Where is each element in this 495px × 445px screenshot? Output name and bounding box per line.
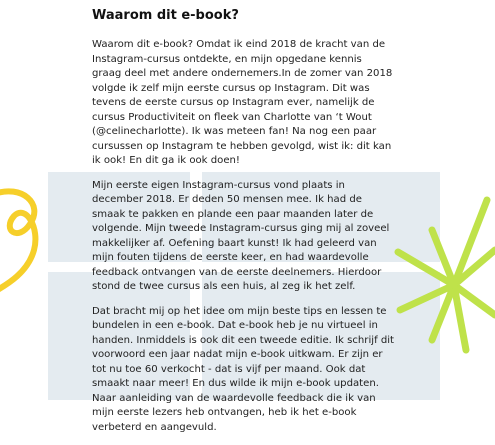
document-body xyxy=(92,8,412,445)
paragraph-1: Waarom dit e-book? Omdat ik eind 2018 de kracht van de Instagram-cursus ontdekte, en mijn opgedane kennis graag deel met andere ondernemers.In de zomer van 2018 volgde ik zelf mijn eerste cursus op Instagram. Dit was tevens de eerste cursus op Instagram ever, namelijk de cursus Productiviteit on fleek van Charlotte van ‘t Wout (@celinecharlotte). Ik was meteen fan! Na nog een paar cursussen op Instagram te hebben gevolgd, wist ik: dit kan ik ook! En dit ga ik ook doen! xyxy=(92,39,393,166)
yellow-squiggle-icon xyxy=(0,180,60,300)
paragraph-3: Dat bracht mij op het idee om mijn beste tips en lessen te bundelen in een e-book. Dat e-book heb je nu virtueel in handen. Inmiddels is ook dit een tweede editie. Ik schrijf dit voorwoord een jaar nadat mijn e-book uitkwam. Er zijn er tot nu toe 60 verkocht - dat is vijf per maand. Ook dat smaakt naar meer! En dus wilde ik mijn e-book updaten. Naar aanleiding van de waardevolle feedback die ik van mijn eerste lezers heb ontvangen, heb ik het e-book verbeterd en aangevuld. xyxy=(92,305,394,433)
page-heading: Waarom dit e-book? xyxy=(92,8,239,23)
paragraph-2: Mijn eerste eigen Instagram-cursus vond plaats in december 2018. Er deden 50 mensen mee. Ik had de smaak te pakken en plande een paar maanden later de volgende. Mijn tweede Instagram-cursus ging mij al zoveel makkelijker af. Oefening baart kunst! Ik had geleerd van mijn fouten tijdens de eerste keer, en had waardevolle feedback ontvangen van de eerste deelnemers. Hierdoor stond de twee cursus als een huis, al zeg ik het zelf. xyxy=(92,179,390,292)
